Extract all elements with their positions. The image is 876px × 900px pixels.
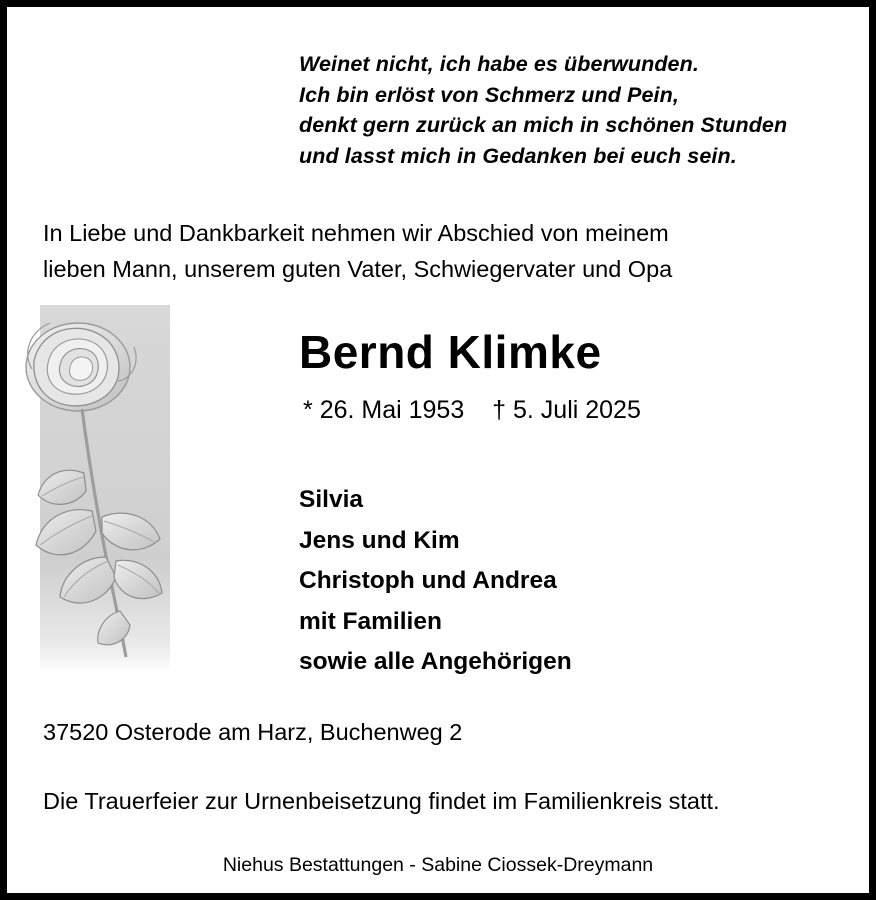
birth-symbol: * — [303, 396, 313, 424]
poem-line-4: und lasst mich in Gedanken bei euch sein. — [299, 143, 737, 168]
poem-line-1: Weinet nicht, ich habe es überwunden. — [299, 52, 699, 76]
death-date: 5. Juli 2025 — [513, 396, 641, 424]
birth-date: 26. Mai 1953 — [319, 396, 465, 424]
obituary-inner — [7, 7, 869, 893]
intro-line-2: lieben Mann, unserem guten Vater, Schwiegervater und Opa — [43, 256, 673, 282]
family-member: Jens und Kim — [299, 526, 460, 554]
intro-line-1: In Liebe und Dankbarkeit nehmen wir Abschied von meinem — [43, 220, 669, 246]
family-member: sowie alle Angehörigen — [299, 648, 572, 675]
rose-decoration-panel — [40, 305, 170, 673]
ceremony-note: Die Trauerfeier zur Urnenbeisetzung findet im Familienkreis statt. — [43, 788, 720, 814]
poem-line-2: Ich bin erlöst von Schmerz und Pein, — [299, 82, 679, 107]
poem-block — [299, 49, 859, 171]
funeral-home-credit: Niehus Bestattungen - Sabine Ciossek-Dreymann — [222, 854, 654, 876]
intro-text — [43, 215, 849, 287]
family-member: Silvia — [299, 486, 364, 513]
family-list — [299, 480, 859, 683]
family-member: mit Familien — [299, 607, 442, 635]
rose-icon — [22, 305, 222, 685]
deceased-dates — [303, 396, 863, 425]
family-member: Christoph und Andrea — [299, 567, 557, 594]
poem-line-3: denkt gern zurück an mich in schönen Stunden — [299, 113, 788, 137]
address-line: 37520 Osterode am Harz, Buchenweg 2 — [43, 719, 463, 745]
death-symbol: † — [492, 396, 507, 424]
deceased-name: Bernd Klimke — [299, 326, 602, 378]
